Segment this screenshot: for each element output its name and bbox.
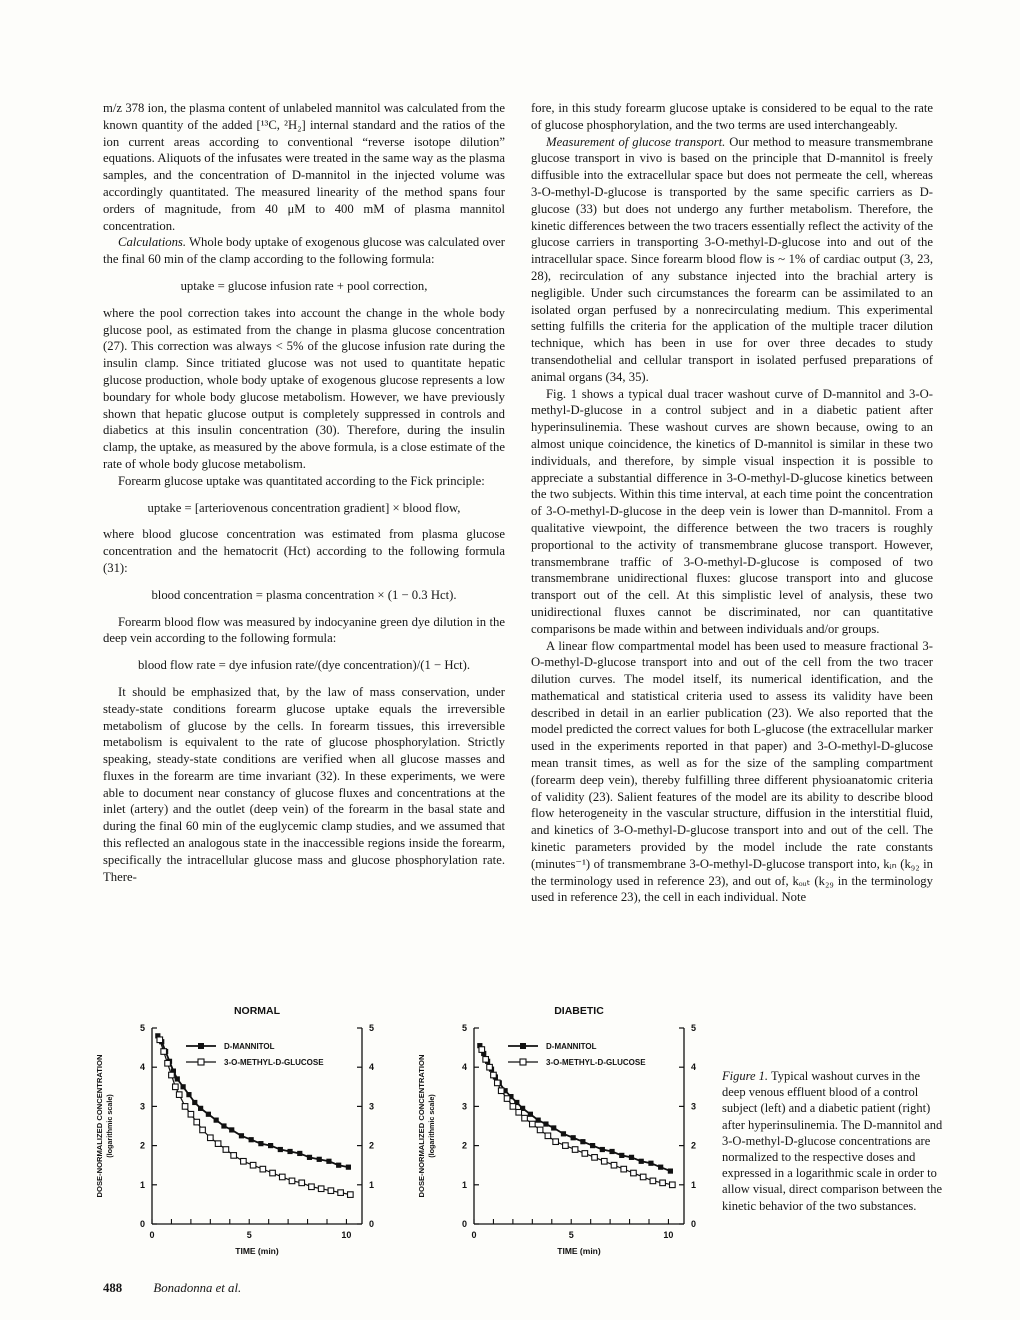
y-tick-label-right: 0 — [691, 1219, 697, 1229]
y-tick-label: 5 — [139, 1023, 145, 1033]
washout-plot — [412, 1000, 734, 1262]
y-tick-label-right: 1 — [691, 1179, 697, 1190]
right-text-column — [531, 100, 933, 906]
figure-caption-text: Typical washout curves in the deep venous effluent blood of a control subject (left) and a diabetic patient (right) after hyperinsulinemia. The D-mannitol and 3-O-methyl-D-glucose concentrations are normalized to the respective doses and expressed in a logarithmic scale in order to allow visual, direct comparison between the kinetic behavior of the two substances. — [722, 1069, 943, 1213]
x-tick-label: 10 — [663, 1230, 674, 1240]
y-axis-label-line2: (logarithmic scale) — [427, 1094, 436, 1158]
y-tick-label-right: 3 — [691, 1101, 697, 1112]
paragraph: fore, in this study forearm glucose uptake is considered to be equal to the rate of glucose phosphorylation, and the two terms are used interchangeably. — [531, 101, 933, 132]
x-axis-label: TIME (min) — [235, 1246, 279, 1256]
y-axis-label-line2: (logarithmic scale) — [105, 1094, 114, 1158]
y-tick-label-right: 0 — [369, 1219, 375, 1229]
y-tick-label: 0 — [139, 1219, 145, 1229]
page-number: 488 — [103, 1281, 123, 1295]
paragraph: m/z 378 ion, the plasma content of unlabeled mannitol was calculated from the known quantity of the added [¹³C, ²H₂] internal standard and the ratios of the ion current areas according to conventional “reverse isotope dilution” equations. Aliquots of the infusates were treated in the same way as the plasma samples, and the concentration of D-mannitol in the injected volume was accordingly quantitated. The measured linearity of the method spans four orders of magnitude, from 40 μM to 400 mM of plasma mannitol concentration. — [103, 101, 505, 233]
y-axis-label-line1: DOSE-NORMALIZED CONCENTRATION — [95, 1054, 104, 1198]
paragraph: It should be emphasized that, by the law of mass conservation, under steady-state conditions forearm glucose uptake equals the irreversible metabolism of glucose by the cells. In forearm tissues, this irreversible metabolism is equivalent to the rate of glucose phosphorylation. Strictly speaking, steady-state conditions are verified when all glucose masses and fluxes in the forearm are time invariant (32). In these experiments, we were able to document near constancy of glucose fluxes and concentrations at the inlet (artery) and the outlet (deep vein) of the forearm in the basal state and during the final 60 min of the euglycemic clamp studies, and we assumed that this reflected an analogous state in the inaccessible regions inside the forearm, specifically the intracellular glucose mass and glucose phosphorylation rate. There- — [103, 684, 505, 884]
y-tick-label-right: 3 — [369, 1101, 375, 1112]
y-tick-label: 0 — [461, 1219, 467, 1229]
y-tick-label-right: 5 — [369, 1023, 375, 1033]
y-tick-label: 1 — [139, 1179, 145, 1190]
figure-caption-lead: Figure 1. — [722, 1069, 769, 1083]
paragraph: A linear flow compartmental model has been used to measure fractional 3-O-methyl-D-glucose transport into and out of the cell from the two tracer dilution curves. The model itself, its numerical identification, and the mathematical and statistical criteria used to assess its validity have been described in detail in an earlier publication (23). We also reported that the model predicted the correct values for both L-glucose (the extracellular marker used in the experiments reported in that paper) and 3-O-methyl-D-glucose mean transit times, as well as for the size of the sampling compartment (forearm deep vein), thereby fulfilling three different physioanatomic criteria of validity (23). Salient features of the model are its ability to describe blood flow heterogeneity in the vascular structure, diffusion in the interstitial fluid, and kinetics of 3-O-methyl-D-glucose transport into and out of the cell. The kinetic parameters provided by the model include the rate constants (minutes⁻¹) of transmembrane 3-O-methyl-D-glucose transport into, kᵢₙ (k₉₂ in the terminology used in reference 23), and out of, kₒᵤₜ (k₂₉ in the terminology used in reference 23), the cell in each individual. Note — [531, 638, 933, 905]
legend-label: D-MANNITOL — [224, 1042, 275, 1051]
formula-line: uptake = [arteriovenous concentration gradient] × blood flow, — [147, 500, 461, 515]
legend-label: D-MANNITOL — [546, 1042, 597, 1051]
y-tick-label-right: 4 — [691, 1062, 697, 1073]
legend-label: 3-O-METHYL-D-GLUCOSE — [224, 1058, 324, 1067]
y-axis-label-line1: DOSE-NORMALIZED CONCENTRATION — [417, 1054, 426, 1198]
x-tick-label: 0 — [471, 1230, 477, 1240]
x-tick-label: 5 — [568, 1230, 574, 1240]
legend-label: 3-O-METHYL-D-GLUCOSE — [546, 1058, 646, 1067]
y-tick-label: 5 — [461, 1023, 467, 1033]
formula-line: uptake = glucose infusion rate + pool correction, — [180, 278, 428, 293]
y-tick-label: 4 — [139, 1062, 145, 1073]
formula-line: blood concentration = plasma concentration × (1 − 0.3 Hct). — [151, 587, 457, 602]
y-tick-label-right: 4 — [369, 1062, 375, 1073]
paragraph: where blood glucose concentration was estimated from plasma glucose concentration and the hematocrit (Hct) according to the following formula (31): — [103, 527, 505, 575]
y-tick-label: 1 — [461, 1179, 467, 1190]
washout-plot — [90, 1000, 412, 1262]
x-tick-label: 5 — [246, 1230, 252, 1240]
chart-legend — [186, 1042, 324, 1067]
formula-line: blood flow rate = dye infusion rate/(dye concentration)/(1 − Hct). — [137, 658, 471, 673]
paragraph: Fig. 1 shows a typical dual tracer washout curve of D-mannitol and 3-O-methyl-D-glucose in a control subject and in a diabetic patient after hyperinsulinemia. These washout curves are shown because, owing to an almost unique coincidence, the kinetics of D-mannitol is similar in these two individuals, and therefore, by simple visual inspection it is possible to appreciate a substantial difference in 3-O-methyl-D-glucose kinetics between the two subjects. Within this time interval, at each time point the concentration of 3-O-methyl-D-glucose in the deep vein is lower than D-mannitol. From a qualitative viewpoint, the difference between the two tracers is roughly proportional to the activity of transmembrane glucose transport. However, transmembrane traffic of 3-O-methyl-D-glucose is composed of two transmembrane unidirectional fluxes: glucose transport into and glucose transport out of the cell. At this simplistic level of analysis, these two unidirectional fluxes cannot be discriminated, nor can quantitative comparisons be made within and between individuals and/or groups. — [531, 386, 933, 636]
x-tick-label: 0 — [149, 1230, 155, 1240]
y-tick-label: 3 — [139, 1101, 145, 1112]
paragraph: Forearm blood flow was measured by indocyanine green dye dilution in the deep vein according to the following formula: — [103, 614, 505, 646]
y-tick-label-right: 2 — [691, 1140, 697, 1151]
y-tick-label: 2 — [461, 1140, 467, 1151]
chart-title: NORMAL — [233, 1005, 281, 1017]
left-text-column — [103, 100, 505, 885]
paragraph: Calculations. Whole body uptake of exogenous glucose was calculated over the final 60 min of the clamp according to the following formula: — [103, 235, 505, 267]
y-tick-label: 2 — [139, 1140, 145, 1151]
chart-legend — [508, 1042, 646, 1067]
y-tick-label-right: 5 — [691, 1023, 697, 1033]
x-axis-label: TIME (min) — [557, 1246, 601, 1256]
chart-title: DIABETIC — [554, 1005, 604, 1017]
paragraph: Forearm glucose uptake was quantitated according to the Fick principle: — [118, 473, 485, 488]
paragraph-lead: Calculations. — [118, 235, 187, 250]
y-tick-label-right: 2 — [369, 1140, 375, 1151]
y-tick-label: 3 — [461, 1101, 467, 1112]
series-mannitol — [155, 1033, 351, 1170]
paragraph: where the pool correction takes into account the change in the whole body glucose pool, as estimated from the change in plasma glucose concentration (27). This correction was always < 5% of the glucose infusion rate during the insulin clamp. Since tritiated glucose was not used to quantitate hepatic glucose production, whole body uptake of exogenous glucose represents a low boundary for whole body glucose metabolism. However, we have previously shown that hepatic glucose output is completely suppressed in controls and diabetics at this insulin concentration (30). Therefore, during the insulin clamp, the uptake, as measured by the above formula, is a close estimate of the rate of whole body glucose metabolism. — [103, 305, 505, 471]
chart-normal — [90, 1000, 412, 1267]
footer-authors: Bonadonna et al. — [153, 1281, 242, 1295]
figure-caption — [722, 1068, 943, 1214]
paragraph: Measurement of glucose transport. Our method to measure transmembrane glucose transport in vivo is based on the principle that D-mannitol is freely diffusible into the extracellular space but does not permeate the cell, whereas 3-O-methyl-D-glucose is transported by the same specific carriers as D-glucose (33) but does not undergo any further metabolism. Therefore, the kinetic differences between the two tracers essentially reflect the activity of the glucose carriers in transporting 3-O-methyl-D-glucose into and out of the intracellular space. Since forearm blood flow is ~ 1% of cardiac output (3, 23, 28), recirculation of any substance injected into the brachial artery is negligible. Under such circumstances the forearm can be assimilated to an isolated organ perfused by a nonrecirculating medium. This experimental setting fulfills the criteria for the application of the multiple tracer dilution technique, which has been in use for over three decades to study transendothelial and cellular transport in isolated perfused preparations of animal organs (34, 35). — [531, 134, 933, 384]
paragraph-lead: Measurement of glucose transport. — [546, 134, 726, 149]
chart-diabetic — [412, 1000, 734, 1267]
series-3omg — [479, 1047, 675, 1188]
y-tick-label-right: 1 — [369, 1179, 375, 1190]
x-tick-label: 10 — [341, 1230, 352, 1240]
page-footer — [103, 1281, 241, 1296]
y-tick-label: 4 — [461, 1062, 467, 1073]
